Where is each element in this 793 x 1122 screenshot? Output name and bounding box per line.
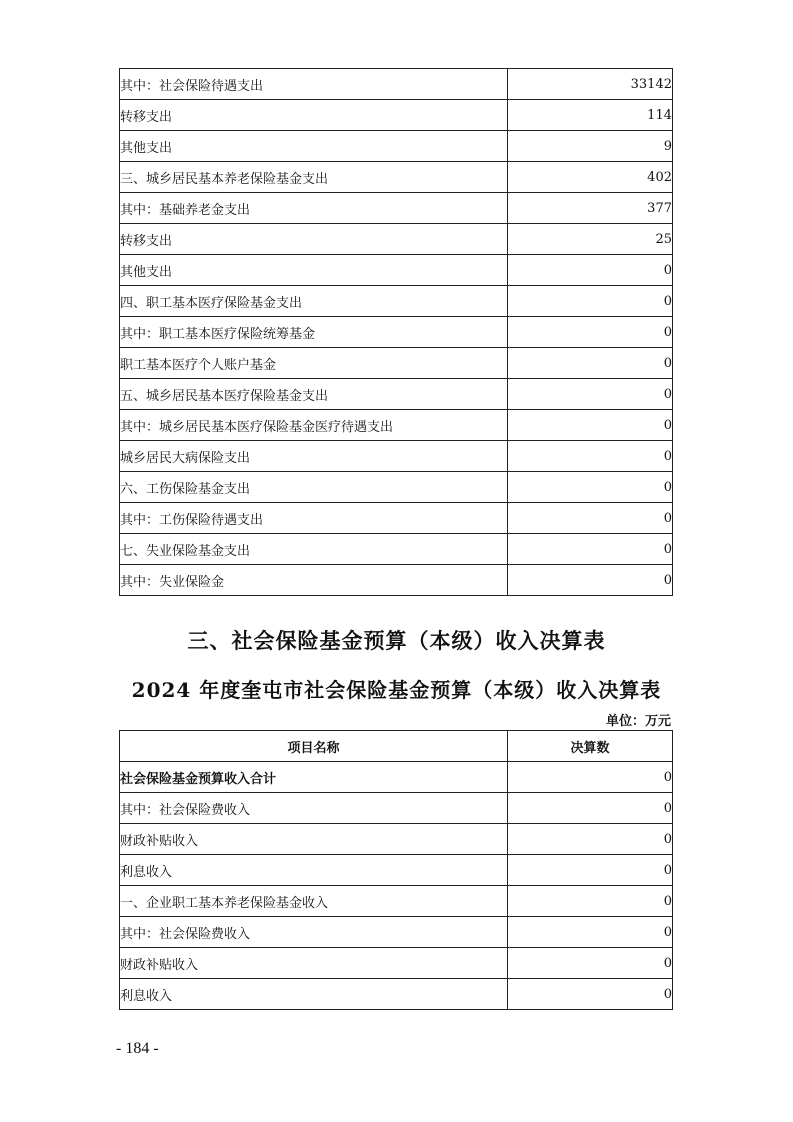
table-row [120,317,673,348]
page-number: - 184 - [116,1040,159,1057]
row-label: 利息收入 [120,979,508,1010]
column-header-value: 决算数 [508,731,673,762]
row-label: 五、城乡居民基本医疗保险基金支出 [120,379,508,410]
row-value: 0 [508,762,673,793]
row-label: 其中：社会保险待遇支出 [120,69,508,100]
table-row [120,534,673,565]
row-value: 0 [508,286,673,317]
row-label: 一、企业职工基本养老保险基金收入 [120,886,508,917]
row-value: 9 [508,131,673,162]
expenditure-table-body [120,69,673,596]
table-header-row [120,731,673,762]
row-value: 0 [508,824,673,855]
table-row [120,855,673,886]
row-label: 转移支出 [120,100,508,131]
table-row [120,410,673,441]
row-value: 0 [508,255,673,286]
table-row [120,441,673,472]
row-value: 0 [508,793,673,824]
row-label: 职工基本医疗个人账户基金 [120,348,508,379]
row-value: 0 [508,379,673,410]
table-row [120,379,673,410]
row-value: 0 [508,565,673,596]
table-row [120,224,673,255]
row-label: 其中：城乡居民基本医疗保险基金医疗待遇支出 [120,410,508,441]
column-header-name: 项目名称 [120,731,508,762]
row-value: 0 [508,317,673,348]
row-value: 402 [508,162,673,193]
table-row [120,100,673,131]
table-row [120,948,673,979]
table-row [120,286,673,317]
row-value: 114 [508,100,673,131]
row-value: 0 [508,410,673,441]
table-row [120,162,673,193]
expenditure-table [119,68,673,596]
table-row [120,565,673,596]
row-label: 其中：职工基本医疗保险统筹基金 [120,317,508,348]
row-label: 其中：社会保险费收入 [120,917,508,948]
table-row [120,979,673,1010]
row-value: 0 [508,948,673,979]
row-label: 社会保险基金预算收入合计 [120,762,508,793]
table-row [120,824,673,855]
row-value: 0 [508,886,673,917]
row-value: 25 [508,224,673,255]
row-label: 其中：社会保险费收入 [120,793,508,824]
table-row [120,69,673,100]
row-value: 0 [508,917,673,948]
row-value: 0 [508,503,673,534]
income-table [119,730,673,1010]
row-label: 其中：基础养老金支出 [120,193,508,224]
section-heading: 三、社会保险基金预算（本级）收入决算表 [187,628,606,653]
income-table-body [120,762,673,1010]
row-label: 利息收入 [120,855,508,886]
row-label: 六、工伤保险基金支出 [120,472,508,503]
row-label: 其中：失业保险金 [120,565,508,596]
table-row [120,472,673,503]
row-label: 其他支出 [120,131,508,162]
table-row [120,762,673,793]
table-row [120,793,673,824]
table-row [120,917,673,948]
row-label: 转移支出 [120,224,508,255]
row-label: 财政补贴收入 [120,824,508,855]
unit-label: 单位：万元 [605,714,671,729]
table-title: 2024 年度奎屯市社会保险基金预算（本级）收入决算表 [131,678,662,702]
row-label: 七、失业保险基金支出 [120,534,508,565]
row-label: 四、职工基本医疗保险基金支出 [120,286,508,317]
row-value: 377 [508,193,673,224]
row-label: 其他支出 [120,255,508,286]
table-row [120,131,673,162]
row-value: 0 [508,534,673,565]
row-value: 0 [508,855,673,886]
table-row [120,503,673,534]
row-label: 三、城乡居民基本养老保险基金支出 [120,162,508,193]
row-value: 0 [508,472,673,503]
row-value: 0 [508,441,673,472]
row-label: 其中：工伤保险待遇支出 [120,503,508,534]
table-row [120,255,673,286]
row-value: 33142 [508,69,673,100]
row-value: 0 [508,348,673,379]
row-value: 0 [508,979,673,1010]
row-label: 财政补贴收入 [120,948,508,979]
table-row [120,193,673,224]
row-label: 城乡居民大病保险支出 [120,441,508,472]
table-row [120,348,673,379]
table-row [120,886,673,917]
